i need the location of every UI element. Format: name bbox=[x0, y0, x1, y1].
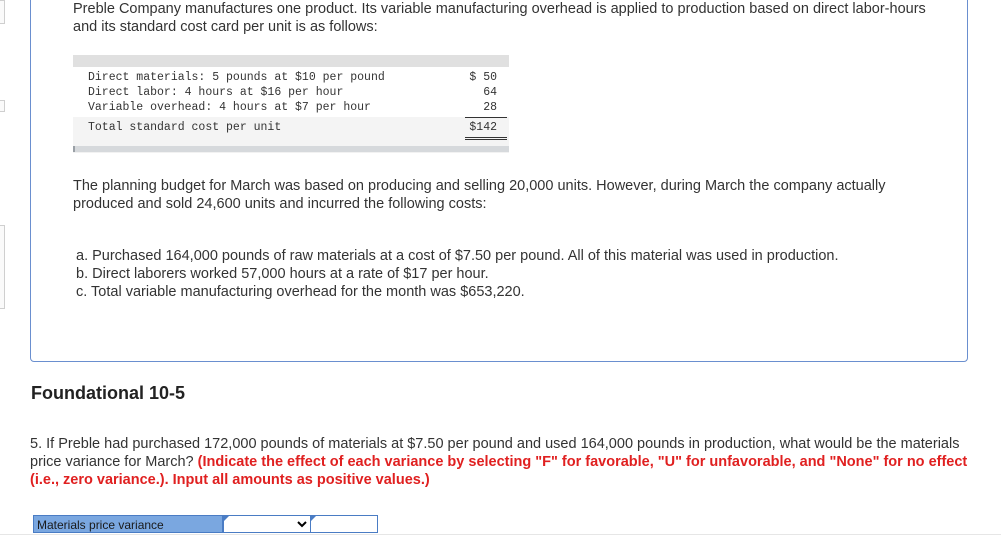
bottom-divider bbox=[0, 534, 1001, 535]
cost-row-label: Direct materials: 5 pounds at $10 per pound bbox=[88, 71, 385, 84]
problem-intro: Preble Company manufactures one product. Its variable manufacturing overhead is applied to production based on direct labor-hours and its standard cost card per unit is as follows: bbox=[73, 1, 926, 35]
cost-row-label: Direct labor: 4 hours at $16 per hour bbox=[88, 86, 344, 99]
cost-item-a: a. Purchased 164,000 pounds of raw materials at a cost of $7.50 per pound. All of this material was used in production. bbox=[76, 248, 839, 264]
cost-row-label: Variable overhead: 4 hours at $7 per hour bbox=[88, 101, 371, 114]
budget-paragraph: The planning budget for March was based on producing and selling 20,000 units. However, during March the company actually produced and sold 24,600 units and incurred the following costs: bbox=[73, 178, 886, 212]
question-text bbox=[30, 435, 970, 489]
total-cost-label: Total standard cost per unit bbox=[88, 121, 282, 134]
left-edge-tab-top bbox=[0, 0, 5, 24]
effect-select[interactable] bbox=[223, 515, 311, 533]
amount-flag-icon bbox=[311, 515, 317, 521]
cost-row-amount: 28 bbox=[483, 101, 497, 114]
left-edge-tab-middle bbox=[0, 100, 5, 112]
total-cost-amount: $142 bbox=[469, 121, 497, 134]
cost-row-amount: $ 50 bbox=[469, 71, 497, 84]
standard-cost-card bbox=[73, 55, 509, 153]
cost-card-body bbox=[73, 67, 509, 146]
cost-item-c: c. Total variable manufacturing overhead for the month was $653,220. bbox=[76, 284, 525, 300]
cost-row-amount: 64 bbox=[483, 86, 497, 99]
subtotal-rule bbox=[465, 117, 507, 118]
cost-card-header-bar bbox=[73, 55, 509, 67]
effect-flag-icon bbox=[224, 515, 230, 521]
answer-label: Materials price variance bbox=[33, 515, 223, 533]
question-body: 5. If Preble had purchased 172,000 pounds of materials at $7.50 per pound and used 164,000 pounds in production, what would be the materials price variance for March? bbox=[30, 436, 960, 470]
cost-card-footer-bar bbox=[73, 146, 509, 152]
section-heading: Foundational 10-5 bbox=[31, 383, 186, 403]
left-edge-tab-bottom bbox=[0, 225, 5, 309]
total-double-rule-2 bbox=[465, 139, 507, 140]
cost-item-b: b. Direct laborers worked 57,000 hours at a rate of $17 per hour. bbox=[76, 266, 489, 282]
amount-input[interactable] bbox=[310, 515, 378, 533]
total-double-rule-1 bbox=[465, 137, 507, 138]
question-instruction: (Indicate the effect of each variance by selecting "F" for favorable, "U" for unfavorable, and "None" for no effect (i.e., zero variance.). Input all amounts as positive values.) bbox=[30, 454, 968, 488]
